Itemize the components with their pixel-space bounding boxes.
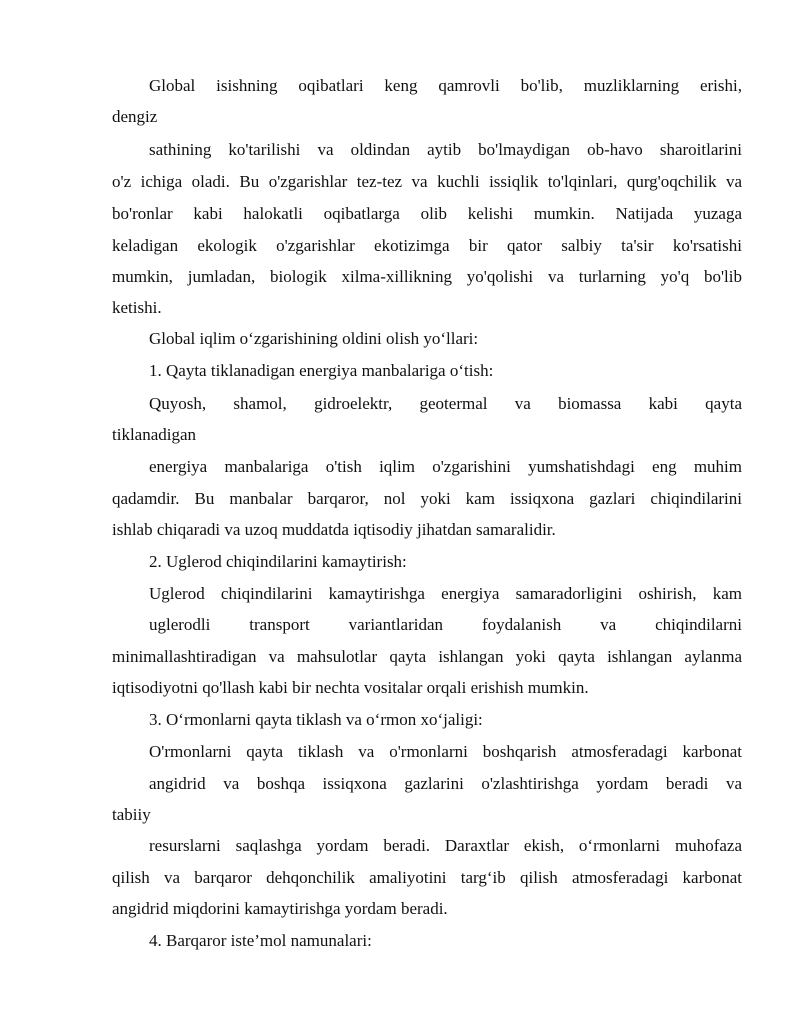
text-line: energiya manbalariga o'tish iqlim o'zgarishini yumshatishdagi eng muhim: [149, 457, 742, 476]
text-line: Quyosh, shamol, gidroelektr, geotermal va biomassa kabi qayta: [149, 394, 742, 413]
text-line: qilish va barqaror dehqonchilik amaliyotini targ‘ib qilish atmosferadagi karbonat: [112, 868, 742, 887]
text-line: tiklanadigan: [112, 425, 197, 444]
text-line: O'rmonlarni qayta tiklash va o'rmonlarni boshqarish atmosferadagi karbonat: [149, 742, 742, 761]
text-line: minimallashtiradigan va mahsulotlar qayta ishlangan yoki qayta ishlangan aylanma: [112, 647, 742, 666]
text-line: o'z ichiga oladi. Bu o'zgarishlar tez-tez va kuchli issiqlik to'lqinlari, qurg'oqchilik va: [112, 172, 742, 191]
section-heading: 4. Barqaror iste’mol namunalari:: [149, 931, 372, 950]
text-line: qadamdir. Bu manbalar barqaror, nol yoki kam issiqxona gazlari chiqindilarini: [112, 489, 742, 508]
text-line: uglerodli transport variantlaridan foydalanish va chiqindilarni: [149, 615, 742, 634]
text-line: dengiz: [112, 107, 158, 126]
text-line: sathining ko'tarilishi va oldindan aytib bo'lmaydigan ob-havo sharoitlarini: [149, 140, 742, 159]
text-line: tabiiy: [112, 805, 151, 824]
section-heading: 1. Qayta tiklanadigan energiya manbalariga o‘tish:: [149, 361, 494, 380]
section-heading: 2. Uglerod chiqindilarini kamaytirish:: [149, 552, 407, 571]
text-line: resurslarni saqlashga yordam beradi. Daraxtlar ekish, o‘rmonlarni muhofaza: [149, 836, 742, 855]
text-line: keladigan ekologik o'zgarishlar ekotizimga bir qator salbiy ta'sir ko'rsatishi: [112, 236, 742, 255]
text-line: angidrid miqdorini kamaytirishga yordam beradi.: [112, 899, 448, 918]
text-line: Global isishning oqibatlari keng qamrovli bo'lib, muzliklarning erishi,: [149, 76, 742, 95]
section-heading: 3. O‘rmonlarni qayta tiklash va o‘rmon xo‘jaligi:: [149, 710, 483, 729]
text-line: bo'ronlar kabi halokatli oqibatlarga olib kelishi mumkin. Natijada yuzaga: [112, 204, 742, 223]
section-heading: Global iqlim o‘zgarishining oldini olish yo‘llari:: [149, 329, 479, 348]
text-line: angidrid va boshqa issiqxona gazlarini o'zlashtirishga yordam beradi va: [149, 774, 742, 793]
text-line: mumkin, jumladan, biologik xilma-xillikning yo'qolishi va turlarning yo'q bo'lib: [112, 267, 742, 286]
text-line: ketishi.: [112, 298, 162, 317]
text-line: ishlab chiqaradi va uzoq muddatda iqtisodiy jihatdan samaralidir.: [112, 520, 556, 539]
text-line: iqtisodiyotni qo'llash kabi bir nechta vositalar orqali erishish mumkin.: [112, 678, 589, 697]
text-line: Uglerod chiqindilarini kamaytirishga energiya samaradorligini oshirish, kam: [149, 584, 742, 603]
